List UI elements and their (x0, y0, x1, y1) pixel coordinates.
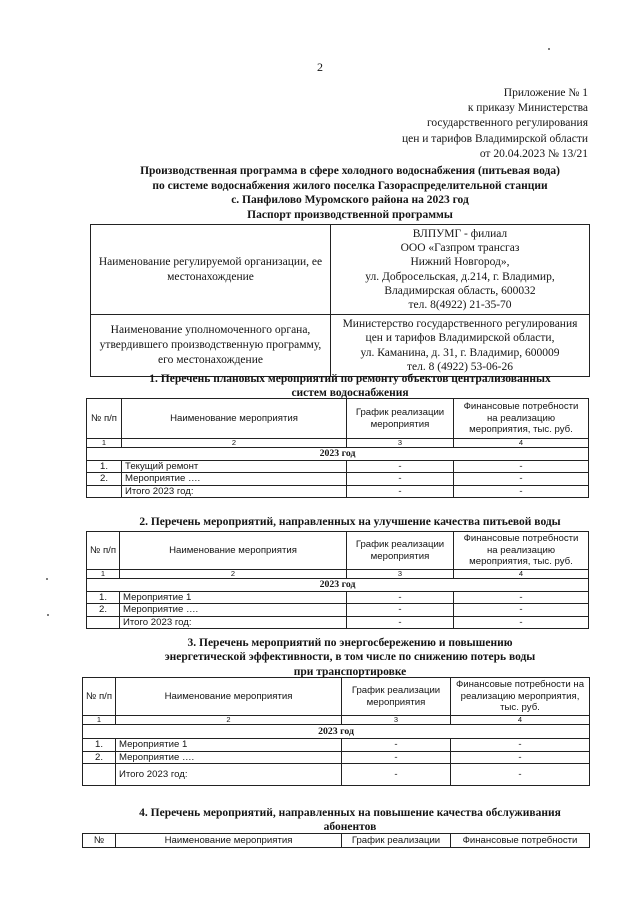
section-title-line: при транспортировке (293, 665, 407, 678)
annex-line: Приложение № 1 (503, 87, 588, 99)
header-finance: Финансовые потребности (451, 834, 590, 848)
total-finance: - (454, 616, 589, 629)
org-value (331, 225, 590, 315)
scan-speck (548, 48, 550, 50)
row-name: Текущий ремонт (122, 460, 347, 473)
annex-line: государственного регулирования (426, 117, 588, 130)
section-title-line: систем водоснабжения (291, 387, 409, 399)
total-num-empty (87, 616, 120, 629)
header-schedule: График реализации мероприятия (347, 532, 454, 570)
total-finance: - (454, 485, 589, 498)
year-row: 2023 год (87, 448, 589, 461)
col-number: 4 (451, 716, 590, 725)
row-name: Мероприятие 1 (120, 591, 347, 604)
section-title-line: 3. Перечень мероприятий по энергосбережению и повышению (187, 637, 513, 649)
col-number: 1 (87, 439, 122, 448)
section-3-title (60, 636, 640, 679)
authority-value-line: Министерство государственного регулирования (342, 318, 578, 331)
header-schedule: График реализации мероприятия (347, 399, 454, 439)
col-number: 4 (454, 439, 589, 448)
header-schedule: График реализации мероприятия (342, 678, 451, 716)
section-2-title (60, 515, 640, 529)
header-name: Наименование мероприятия (122, 399, 347, 439)
table-row (83, 751, 590, 764)
total-num-empty (83, 764, 116, 786)
header-name: Наименование мероприятия (120, 532, 347, 570)
table-row (87, 460, 589, 473)
title-line: Производственная программа в сфере холодного водоснабжения (питьевая вода) (140, 165, 560, 177)
section-title-line: 4. Перечень мероприятий, направленных на повышение качества обслуживания (139, 807, 561, 819)
section-1-table (86, 398, 589, 498)
header-name: Наименование мероприятия (116, 834, 342, 848)
col-number: 1 (83, 716, 116, 725)
section-4-title (60, 806, 640, 834)
row-finance: - (451, 751, 590, 764)
org-label: Наименование регулируемой организации, ее местонахождение (91, 225, 331, 315)
year-row: 2023 год (87, 579, 589, 592)
section-title-line: энергетической эффективности, в том числе по снижению потерь воды (164, 651, 536, 664)
total-row (87, 485, 589, 498)
org-value-line: ВЛПУМГ - филиал (412, 228, 508, 240)
row-schedule: - (342, 751, 451, 764)
row-finance: - (454, 473, 589, 486)
row-num: 2. (87, 473, 122, 486)
org-value-line: ООО «Газпром трансгаз (400, 242, 520, 255)
total-num-empty (87, 485, 122, 498)
total-finance: - (451, 764, 590, 786)
title-line: по системе водоснабжения жилого поселка Газораспределительной станции (152, 179, 548, 192)
scan-speck (47, 614, 49, 616)
section-1-title (60, 372, 640, 400)
row-num: 2. (83, 751, 116, 764)
col-number: 4 (454, 570, 589, 579)
header-num: № п/п (83, 678, 116, 716)
total-label: Итого 2023 год: (116, 764, 342, 786)
annex-line: цен и тарифов Владимирской области (401, 132, 588, 145)
passport-table (90, 224, 590, 377)
authority-label: Наименование уполномоченного органа, утвердившего производственную программу, его местонахождение (91, 315, 331, 377)
annex-line: к приказу Министерства (467, 102, 588, 115)
section-3-table (82, 677, 590, 786)
row-name: Мероприятие …. (120, 604, 347, 617)
header-num: № п/п (87, 532, 120, 570)
table-row (87, 591, 589, 604)
total-row (83, 764, 590, 786)
row-num: 1. (87, 591, 120, 604)
row-num: 1. (87, 460, 122, 473)
col-number: 1 (87, 570, 120, 579)
table-row (87, 604, 589, 617)
header-num: № п/п (87, 399, 122, 439)
authority-value-line: ул. Каманина, д. 31, г. Владимир, 600009 (360, 346, 560, 359)
total-row (87, 616, 589, 629)
section-4-table (82, 833, 590, 848)
row-schedule: - (347, 591, 454, 604)
row-finance: - (454, 604, 589, 617)
header-finance: Финансовые потребности на реализацию мероприятия, тыс. руб. (454, 532, 589, 570)
section-2-table (86, 531, 589, 629)
org-value-line: тел. 8(4922) 21-35-70 (408, 299, 512, 312)
total-schedule: - (342, 764, 451, 786)
authority-value-line: цен и тарифов Владимирской области, (365, 332, 555, 345)
total-schedule: - (347, 485, 454, 498)
row-num: 2. (87, 604, 120, 617)
section-title-line: 1. Перечень плановых мероприятий по ремонту объектов централизованных (149, 373, 551, 385)
header-schedule: График реализации (342, 834, 451, 848)
col-number: 3 (347, 570, 454, 579)
authority-value-line: тел. 8 (4922) 53-06-26 (407, 360, 513, 373)
row-name: Мероприятие …. (122, 473, 347, 486)
row-schedule: - (347, 460, 454, 473)
total-label: Итого 2023 год: (122, 485, 347, 498)
header-name: Наименование мероприятия (116, 678, 342, 716)
org-value-line: Нижний Новгород», (410, 256, 510, 269)
document-title (60, 164, 640, 222)
row-schedule: - (347, 604, 454, 617)
table-row (83, 739, 590, 752)
row-num: 1. (83, 739, 116, 752)
header-finance: Финансовые потребности на реализацию мероприятия, тыс. руб. (454, 399, 589, 439)
row-finance: - (451, 739, 590, 752)
row-finance: - (454, 591, 589, 604)
section-title-line: абонентов (323, 821, 377, 833)
annex-line: от 20.04.2023 № 13/21 (479, 147, 588, 160)
title-line: с. Панфилово Муромского района на 2023 год (231, 194, 469, 207)
row-finance: - (454, 460, 589, 473)
scan-speck (46, 578, 48, 580)
section-title-line: 2. Перечень мероприятий, направленных на улучшение качества питьевой воды (139, 516, 561, 528)
year-row: 2023 год (83, 725, 590, 739)
title-line: Паспорт производственной программы (247, 208, 453, 221)
col-number: 3 (342, 716, 451, 725)
total-schedule: - (347, 616, 454, 629)
annex-block (402, 86, 588, 162)
row-name: Мероприятие 1 (116, 739, 342, 752)
org-value-line: Владимирская область, 600032 (384, 284, 536, 297)
authority-value (331, 315, 590, 377)
col-number: 2 (122, 439, 347, 448)
table-row (87, 473, 589, 486)
row-name: Мероприятие …. (116, 751, 342, 764)
header-finance: Финансовые потребности на реализацию мероприятия, тыс. руб. (451, 678, 590, 716)
col-number: 3 (347, 439, 454, 448)
row-schedule: - (347, 473, 454, 486)
total-label: Итого 2023 год: (120, 616, 347, 629)
header-num: № (83, 834, 116, 848)
page-number: 2 (317, 60, 323, 74)
org-value-line: ул. Добросельская, д.214, г. Владимир, (365, 270, 555, 283)
row-schedule: - (342, 739, 451, 752)
col-number: 2 (116, 716, 342, 725)
col-number: 2 (120, 570, 347, 579)
